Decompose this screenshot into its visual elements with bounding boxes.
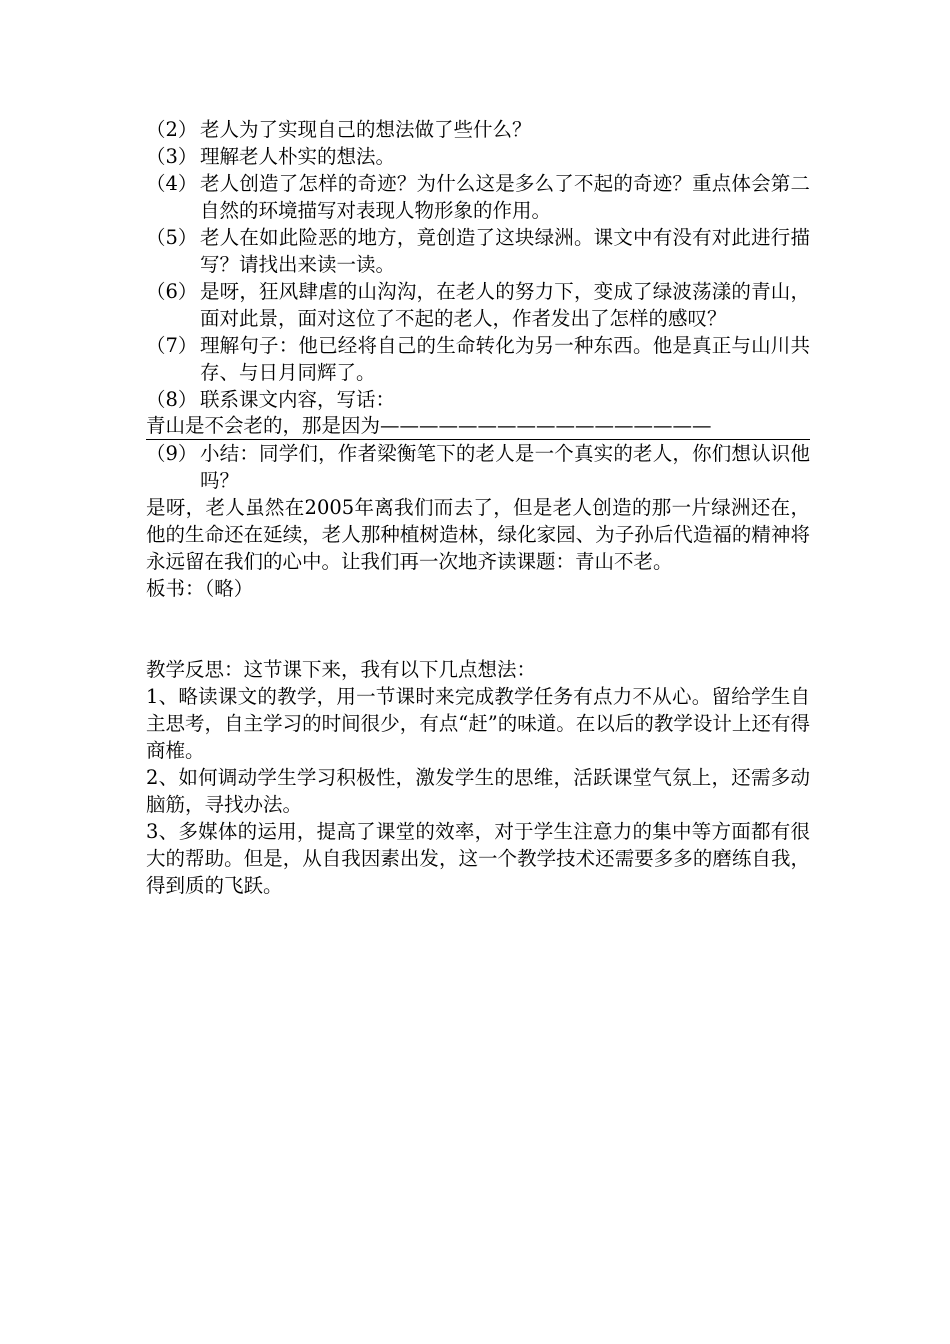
reflection-point: 3、多媒体的运用，提高了课堂的效率，对于学生注意力的集中等方面都有很大的帮助。但是，从自我因素出发，这一个教学技术还需要多多的磨练自我，得到质的飞跃。 bbox=[146, 820, 810, 897]
list-item bbox=[146, 143, 810, 170]
item-text: 理解句子：他已经将自己的生命转化为另一种东西。他是真正与山川共存、与日月同辉了。 bbox=[200, 334, 810, 384]
item-number: （8） bbox=[146, 388, 198, 411]
reflection-heading: 教学反思：这节课下来，我有以下几点想法： bbox=[146, 658, 537, 681]
summary-paragraph: 是呀，老人虽然在2005年离我们而去了，但是老人创造的那一片绿洲还在，他的生命还在延续，老人那种植树造林，绿化家园、为子孙后代造福的精神将永远留在我们的心中。让我们再一次地齐读课题：青山不老。 bbox=[146, 496, 810, 573]
item-number: （5） bbox=[146, 226, 198, 249]
list-item bbox=[146, 170, 810, 224]
item-text: 理解老人朴实的想法。 bbox=[200, 145, 396, 168]
item-number: （4） bbox=[146, 172, 198, 195]
spacer bbox=[146, 602, 810, 656]
list-item bbox=[146, 116, 810, 143]
item-number: （2） bbox=[146, 118, 198, 141]
item-number: （6） bbox=[146, 280, 198, 303]
list-item bbox=[146, 224, 810, 278]
item-text: 是呀，狂风肆虐的山沟沟，在老人的努力下，变成了绿波荡漾的青山，面对此景，面对这位了不起的老人，作者发出了怎样的感叹？ bbox=[200, 280, 810, 330]
list-item bbox=[146, 278, 810, 332]
item-text: 老人在如此险恶的地方，竟创造了这块绿洲。课文中有没有对此进行描写？请找出来读一读。 bbox=[200, 226, 810, 276]
item-number: （7） bbox=[146, 334, 198, 357]
list-item bbox=[146, 386, 810, 413]
reflection-point: 2、如何调动学生学习积极性，激发学生的思维，活跃课堂气氛上，还需多动脑筋，寻找办法。 bbox=[146, 766, 810, 816]
item-text: 老人为了实现自己的想法做了些什么？ bbox=[200, 118, 532, 141]
document-page bbox=[146, 116, 810, 899]
fill-in-line: 青山是不会老的，那是因为————————————————— bbox=[146, 413, 810, 440]
item-text: 老人创造了怎样的奇迹？为什么这是多么了不起的奇迹？重点体会第二自然的环境描写对表现人物形象的作用。 bbox=[200, 172, 810, 222]
list-item bbox=[146, 440, 810, 494]
item-number: （3） bbox=[146, 145, 198, 168]
item-number: （9） bbox=[146, 442, 198, 465]
board-note: 板书：（略） bbox=[146, 577, 254, 600]
reflection-point: 1、略读课文的教学，用一节课时来完成教学任务有点力不从心。留给学生自主思考，自主学习的时间很少，有点“赶”的味道。在以后的教学设计上还有得商榷。 bbox=[146, 685, 810, 762]
item-text: 小结：同学们，作者梁衡笔下的老人是一个真实的老人，你们想认识他吗？ bbox=[200, 442, 810, 492]
list-item bbox=[146, 332, 810, 386]
item-text: 联系课文内容，写话： bbox=[200, 388, 396, 411]
